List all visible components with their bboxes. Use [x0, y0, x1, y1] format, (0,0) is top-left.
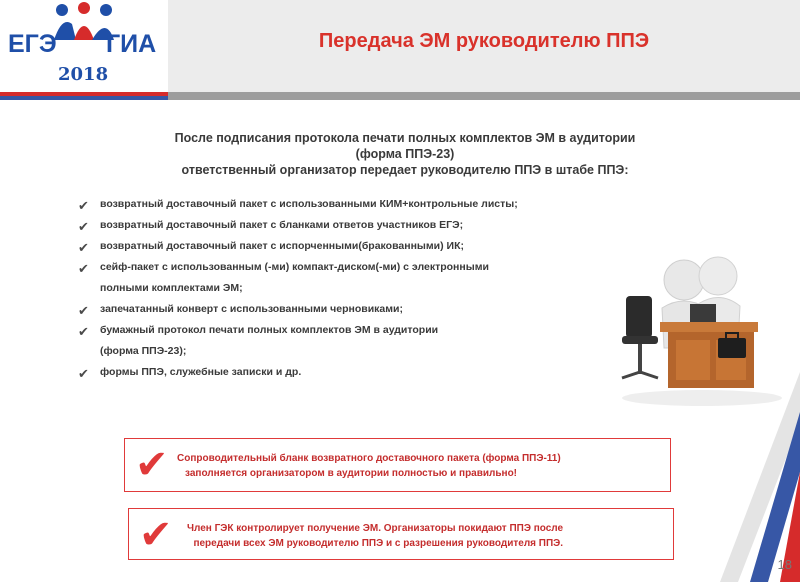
list-item-text: бумажный протокол печати полных комплектов ЭМ в аудитории [100, 324, 439, 336]
logo-ege-text: ЕГЭ [8, 30, 57, 58]
subtitle [80, 130, 730, 178]
subtitle-line-2: (форма ППЭ-23) [355, 147, 455, 161]
list-item [78, 324, 598, 357]
subtitle-line-1: После подписания протокола печати полных комплектов ЭМ в аудитории [174, 131, 636, 145]
page-number: 18 [777, 557, 792, 572]
list-item-text: запечатанный конверт с использованными черновиками; [100, 303, 403, 315]
note-line-2: заполняется организатором в аудитории полностью и правильно! [185, 468, 518, 479]
list-item [78, 261, 598, 294]
note-line-1: Член ГЭК контролирует получение ЭМ. Организаторы покидают ППЭ после [187, 523, 564, 534]
materials-list [78, 198, 598, 381]
ege-gia-logo [0, 0, 168, 92]
checkmark-icon: ✔ [78, 198, 89, 213]
note-box-form-ppe11 [124, 438, 671, 492]
checkmark-icon: ✔ [78, 261, 89, 276]
note-line-1: Сопроводительный бланк возвратного доставочного пакета (форма ППЭ-11) [177, 453, 561, 464]
list-item-text: возвратный доставочный пакет с использованными КИМ+контрольные листы; [100, 198, 518, 210]
note-line-2: передачи всех ЭМ руководителю ППЭ и с разрешения руководителя ППЭ. [193, 538, 564, 549]
checkmark-icon: ✔ [78, 303, 89, 318]
slide-header [0, 0, 800, 92]
list-item [78, 219, 598, 234]
corner-flag-stripes-icon [680, 352, 800, 582]
note-text [177, 451, 561, 481]
list-item-text: возвратный доставочный пакет с испорченными(бракованными) ИК; [100, 240, 464, 252]
list-item-text: сейф-пакет с использованным (-ми) компакт-диском(-ми) с электронными [100, 261, 489, 273]
header-gray-stripe [168, 92, 800, 100]
list-item-text: формы ППЭ, служебные записки и др. [100, 366, 302, 378]
checkmark-icon: ✔ [78, 324, 89, 339]
subtitle-line-3: ответственный организатор передает руководителю ППЭ в штабе ППЭ: [181, 163, 629, 177]
red-checkmark-icon: ✔ [135, 443, 169, 487]
checkmark-icon: ✔ [78, 240, 89, 255]
list-item-text: возвратный доставочный пакет с бланками ответов участников ЕГЭ; [100, 219, 464, 231]
note-text [187, 521, 563, 551]
list-item [78, 240, 598, 255]
logo-year: 2018 [58, 64, 109, 85]
list-item [78, 303, 598, 318]
red-checkmark-icon: ✔ [139, 513, 173, 557]
checkmark-icon: ✔ [78, 219, 89, 234]
slide-title: Передача ЭМ руководителю ППЭ [318, 30, 650, 52]
list-item [78, 198, 598, 213]
checkmark-icon: ✔ [78, 366, 89, 381]
list-item [78, 366, 598, 381]
note-box-gek-member [128, 508, 674, 560]
logo-gia-text: ГИА [106, 30, 157, 58]
list-item-text-continued: полными комплектами ЭМ; [100, 282, 243, 294]
list-item-text-continued: (форма ППЭ-23); [100, 345, 187, 357]
